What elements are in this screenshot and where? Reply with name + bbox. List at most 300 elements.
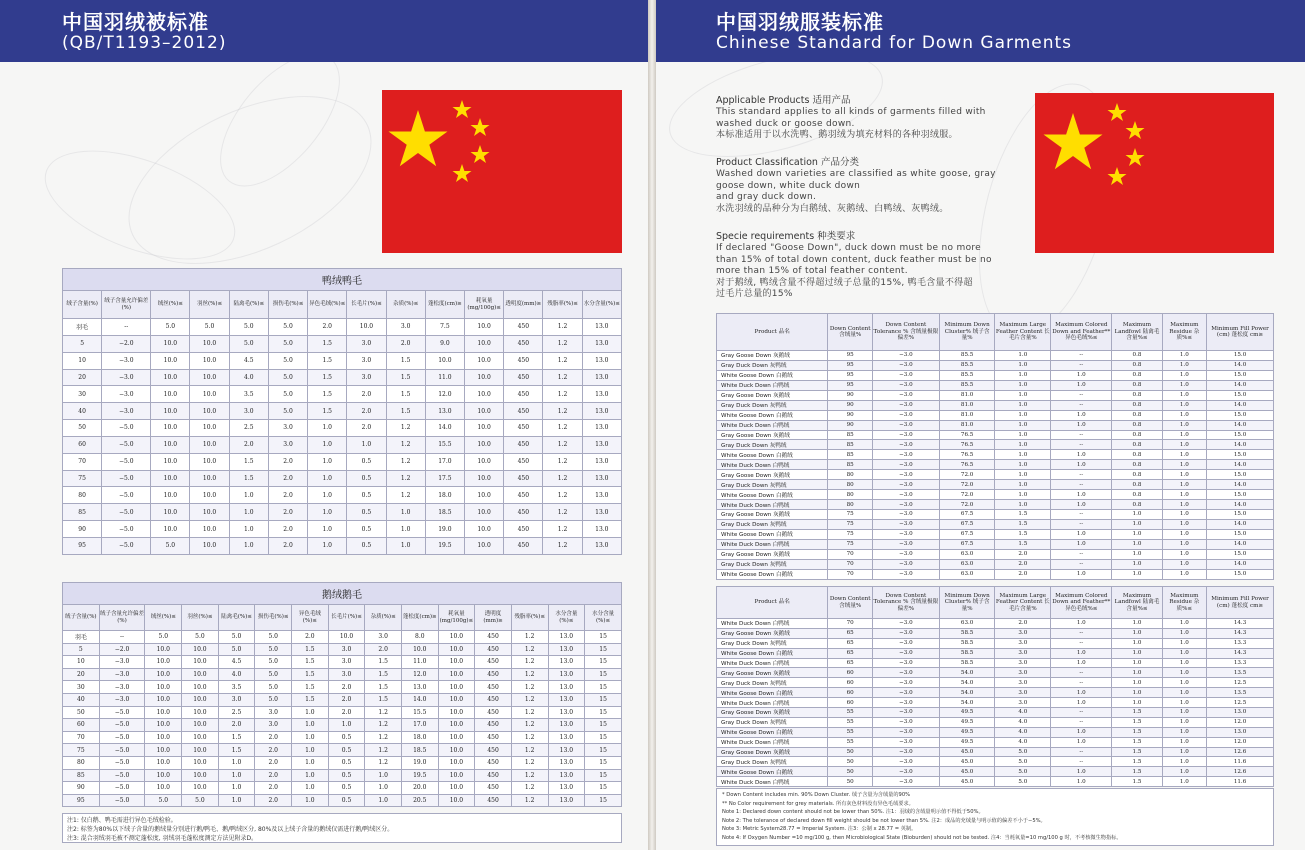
table-cell: 14.0: [1207, 500, 1274, 510]
table-cell: 60: [828, 698, 873, 708]
table-cell: 1.0: [328, 719, 365, 732]
table-cell: 2.0: [255, 756, 292, 769]
table-cell: −5.0: [102, 470, 151, 487]
table-cell: 90: [828, 390, 873, 400]
table-cell: 3.5: [218, 681, 255, 694]
table-cell: 15: [585, 731, 622, 744]
table-cell: 10.0: [190, 537, 229, 554]
table-cell: 45.0: [939, 777, 995, 787]
table-cell: 1.5: [386, 352, 425, 369]
table-cell: 15: [585, 706, 622, 719]
table-cell: 2.0: [308, 319, 347, 336]
table-cell: 1.2: [543, 352, 582, 369]
column-header: 损伤毛(%)≤: [268, 291, 307, 319]
table-cell: 1.0: [1162, 470, 1207, 480]
table-cell: 1.0: [1051, 460, 1112, 470]
table-cell: 10.0: [190, 335, 229, 352]
table-cell: 13.0: [582, 319, 621, 336]
table-cell: 450: [504, 453, 543, 470]
table-cell: −3.0: [872, 559, 939, 569]
table-cell: 67.5: [939, 539, 995, 549]
table-cell: −5.0: [102, 504, 151, 521]
table-cell: 1.0: [292, 794, 329, 807]
table-cell: 10.0: [182, 681, 219, 694]
product-name-cell: White Duck Down 白鸭绒: [717, 420, 828, 430]
table-cell: 1.0: [218, 756, 255, 769]
table-cell: 20: [63, 668, 100, 681]
product-name-cell: White Goose Down 白鹅绒: [717, 370, 828, 380]
table-cell: −3.0: [872, 390, 939, 400]
table-cell: −3.0: [872, 678, 939, 688]
table-cell: 450: [475, 731, 512, 744]
table-cell: 13.0: [548, 706, 585, 719]
table-cell: 50: [63, 420, 102, 437]
table-cell: 63.0: [939, 559, 995, 569]
table-cell: 1.0: [1162, 380, 1207, 390]
table-cell: 75: [63, 744, 100, 757]
table-cell: 80: [828, 480, 873, 490]
table-cell: 2.0: [255, 744, 292, 757]
table-cell: 12.0: [1207, 717, 1274, 727]
table-cell: −3.0: [872, 370, 939, 380]
table-cell: 1.0: [229, 504, 268, 521]
table-cell: 15: [585, 782, 622, 795]
garment-notes: [716, 788, 1274, 846]
column-header: Down Content 含绒量%: [828, 587, 873, 619]
table-cell: 1.0: [1051, 767, 1112, 777]
product-name-cell: White Duck Down 白鸭绒: [717, 500, 828, 510]
table-cell: 1.0: [386, 521, 425, 538]
table-row: [717, 460, 1274, 470]
table-cell: 5.0: [145, 794, 182, 807]
table-cell: --: [1051, 510, 1112, 520]
table-cell: 10.0: [190, 352, 229, 369]
title-banner: [0, 0, 648, 62]
table-cell: 65: [828, 658, 873, 668]
table-cell: 1.5: [1112, 727, 1162, 737]
table-cell: 14.0: [401, 693, 438, 706]
table-cell: 10.0: [465, 470, 504, 487]
table-cell: 1.5: [1112, 777, 1162, 787]
product-name-cell: Gray Goose Down 灰鹅绒: [717, 628, 828, 638]
table-cell: 1.0: [308, 436, 347, 453]
table-cell: 13.0: [548, 719, 585, 732]
column-header: 耗氧量(mg/100g)≤: [438, 605, 475, 631]
table-cell: 0.5: [328, 756, 365, 769]
table-cell: 10.0: [190, 521, 229, 538]
table-cell: 3.5: [229, 386, 268, 403]
table-row: [717, 450, 1274, 460]
table-cell: 3.0: [229, 403, 268, 420]
table-cell: 5.0: [229, 335, 268, 352]
table-cell: 0.8: [1112, 390, 1162, 400]
table-cell: 10.0: [190, 420, 229, 437]
table-cell: 1.0: [1051, 619, 1112, 629]
table-caption: 鸭绒鸭毛: [63, 269, 622, 291]
table-cell: 12.0: [1207, 737, 1274, 747]
product-name-cell: White Goose Down 白鹅绒: [717, 688, 828, 698]
table-cell: −3.0: [872, 747, 939, 757]
table-cell: 450: [475, 794, 512, 807]
product-name-cell: White Goose Down 白鹅绒: [717, 767, 828, 777]
table-cell: 95: [828, 360, 873, 370]
table-cell: 3.0: [347, 352, 386, 369]
column-header: 蓬松度(cm)≥: [425, 291, 464, 319]
table-cell: 30: [63, 681, 100, 694]
note-line: Note 1: Declared down content should not be lower than 50%. 注1：羽绒的含绒量明示值不得低于50%。: [722, 809, 984, 816]
column-header: Minimum Down Cluster% 绒子含量%: [939, 314, 995, 351]
table-cell: 15: [585, 681, 622, 694]
table-cell: 10.0: [151, 487, 190, 504]
table-cell: 10.0: [438, 756, 475, 769]
column-header: 长毛片(%)≤: [347, 291, 386, 319]
table-cell: −3.0: [872, 480, 939, 490]
table-cell: 1.0: [1112, 648, 1162, 658]
table-cell: 81.0: [939, 420, 995, 430]
table-cell: 2.0: [347, 386, 386, 403]
table-cell: 3.0: [218, 693, 255, 706]
table-cell: 1.0: [1162, 737, 1207, 747]
table-cell: 10.0: [190, 436, 229, 453]
table-row: [717, 490, 1274, 500]
table-cell: 14.0: [1207, 539, 1274, 549]
table-cell: 0.5: [347, 537, 386, 554]
table-cell: 1.0: [386, 504, 425, 521]
table-row: [63, 521, 622, 538]
table-cell: 5.0: [268, 335, 307, 352]
table-cell: 10.0: [182, 782, 219, 795]
table-cell: −3.0: [872, 450, 939, 460]
table-cell: 2.0: [328, 706, 365, 719]
product-name-cell: White Duck Down 白鸭绒: [717, 777, 828, 787]
page-title: 中国羽绒被标准: [62, 10, 209, 34]
table-cell: 10.0: [465, 487, 504, 504]
table-cell: 80: [828, 470, 873, 480]
table-cell: 10.0: [328, 631, 365, 644]
table-cell: 10.0: [151, 335, 190, 352]
table-cell: 10.0: [438, 668, 475, 681]
column-header: 绒丝(%)≤: [145, 605, 182, 631]
table-cell: 1.2: [511, 668, 548, 681]
table-cell: 0.8: [1112, 460, 1162, 470]
table-cell: 1.0: [995, 410, 1051, 420]
table-cell: 1.0: [1051, 569, 1112, 579]
table-cell: −3.0: [99, 656, 145, 669]
table-cell: 54.0: [939, 688, 995, 698]
table-cell: 14.0: [1207, 519, 1274, 529]
table-cell: --: [1051, 470, 1112, 480]
table-cell: 13.0: [548, 731, 585, 744]
table-cell: −5.0: [99, 769, 145, 782]
section-line: more than 15% of total feather content.: [716, 266, 908, 276]
table-cell: 1.2: [386, 487, 425, 504]
table-cell: 5.0: [145, 631, 182, 644]
table-cell: 10.0: [465, 521, 504, 538]
section-line: than 15% of total down content, duck feather must be no: [716, 254, 992, 265]
table-cell: 95: [63, 794, 100, 807]
table-cell: 1.0: [292, 719, 329, 732]
table-cell: −3.0: [872, 430, 939, 440]
note-line: 注1: 仅白鹅、鸭毛需进行异色毛绒检验。: [67, 817, 177, 824]
table-cell: −5.0: [99, 731, 145, 744]
table-cell: 65: [828, 638, 873, 648]
table-cell: 1.5: [292, 693, 329, 706]
table-cell: 1.0: [308, 521, 347, 538]
table-cell: 1.0: [1112, 619, 1162, 629]
table-cell: 1.0: [292, 706, 329, 719]
table-cell: 0.5: [347, 521, 386, 538]
table-cell: 1.0: [995, 490, 1051, 500]
table-cell: 450: [475, 693, 512, 706]
table-cell: −3.0: [102, 369, 151, 386]
table-cell: 1.0: [1162, 628, 1207, 638]
table-cell: 10.0: [465, 369, 504, 386]
table-cell: 10.0: [438, 769, 475, 782]
table-cell: −3.0: [102, 386, 151, 403]
table-cell: 5.0: [190, 319, 229, 336]
table-cell: 9.0: [425, 335, 464, 352]
table-cell: 1.5: [308, 386, 347, 403]
table-cell: −3.0: [872, 668, 939, 678]
table-cell: 450: [475, 769, 512, 782]
section-line: 本标准适用于以水洗鸭、鹅羽绒为填充材料的各种羽绒服。: [716, 130, 958, 140]
table-cell: 75: [828, 539, 873, 549]
table-cell: 3.0: [255, 706, 292, 719]
table-cell: --: [1051, 519, 1112, 529]
table-cell: −3.0: [872, 777, 939, 787]
table-cell: 3.0: [365, 631, 402, 644]
table-cell: 5.0: [255, 656, 292, 669]
table-row: [63, 731, 622, 744]
table-row: [63, 769, 622, 782]
table-cell: 10.0: [347, 319, 386, 336]
product-name-cell: White Duck Down 白鸭绒: [717, 460, 828, 470]
table-cell: 49.5: [939, 708, 995, 718]
table-cell: 1.2: [543, 369, 582, 386]
column-header: 残脂率(%)≤: [511, 605, 548, 631]
table-cell: 15.0: [1207, 410, 1274, 420]
table-cell: −5.0: [99, 744, 145, 757]
table-cell: 67.5: [939, 519, 995, 529]
table-cell: 11.6: [1207, 757, 1274, 767]
table-cell: 0.8: [1112, 420, 1162, 430]
table-cell: 60: [828, 668, 873, 678]
table-cell: −3.0: [872, 380, 939, 390]
table-cell: 13.0: [582, 453, 621, 470]
table-cell: 5.0: [151, 319, 190, 336]
table-row: [717, 569, 1274, 579]
table-row: [717, 638, 1274, 648]
table-cell: 1.2: [543, 319, 582, 336]
table-row: [63, 453, 622, 470]
table-cell: 1.0: [1112, 628, 1162, 638]
table-cell: 10.0: [438, 719, 475, 732]
table-cell: 13.0: [582, 420, 621, 437]
table-cell: −2.0: [102, 335, 151, 352]
table-cell: 450: [475, 706, 512, 719]
table-cell: 15.0: [1207, 510, 1274, 520]
table-cell: 1.0: [308, 537, 347, 554]
table-cell: 1.5: [365, 656, 402, 669]
product-name-cell: Gray Goose Down 灰鹅绒: [717, 390, 828, 400]
table-cell: 1.0: [1112, 549, 1162, 559]
table-row: [63, 487, 622, 504]
table-cell: 1.0: [1051, 370, 1112, 380]
table-cell: 1.0: [1051, 539, 1112, 549]
table-cell: 1.2: [511, 631, 548, 644]
table-cell: 1.0: [995, 390, 1051, 400]
table-cell: 1.2: [511, 706, 548, 719]
table-cell: 1.0: [1162, 767, 1207, 777]
table-cell: −3.0: [872, 688, 939, 698]
table-cell: −3.0: [872, 658, 939, 668]
table-cell: 10.0: [145, 668, 182, 681]
table-cell: 10.0: [190, 386, 229, 403]
product-name-cell: Gray Goose Down 灰鹅绒: [717, 668, 828, 678]
table-cell: 14.3: [1207, 619, 1274, 629]
table-row: [63, 403, 622, 420]
product-name-cell: White Duck Down 白鸭绒: [717, 619, 828, 629]
table-cell: 1.0: [308, 504, 347, 521]
table-cell: 1.0: [1162, 619, 1207, 629]
column-header: Down Content Tolerance % 含绒量极限偏差%: [872, 314, 939, 351]
table-cell: 65: [828, 628, 873, 638]
table-cell: 1.0: [1112, 678, 1162, 688]
table-cell: 1.0: [292, 756, 329, 769]
table-cell: 1.5: [386, 403, 425, 420]
table-cell: 1.0: [1162, 688, 1207, 698]
table-row: [717, 360, 1274, 370]
product-name-cell: Gray Goose Down 灰鹅绒: [717, 470, 828, 480]
table-cell: 1.0: [1162, 440, 1207, 450]
table-cell: 11.6: [1207, 777, 1274, 787]
table-cell: 4.0: [995, 717, 1051, 727]
table-cell: −3.0: [872, 519, 939, 529]
table-cell: 5.0: [229, 319, 268, 336]
table-cell: 14.0: [1207, 420, 1274, 430]
table-cell: 3.0: [995, 658, 1051, 668]
table-cell: −3.0: [872, 638, 939, 648]
table-row: [717, 559, 1274, 569]
table-cell: 63.0: [939, 549, 995, 559]
table-cell: 5.0: [218, 631, 255, 644]
table-cell: 10.0: [465, 386, 504, 403]
table-cell: 450: [475, 668, 512, 681]
table-cell: 15: [585, 693, 622, 706]
table-cell: --: [1051, 708, 1112, 718]
table-cell: 10.0: [438, 731, 475, 744]
table-cell: 15.0: [1207, 430, 1274, 440]
table-cell: 4.0: [229, 369, 268, 386]
table-cell: 1.2: [365, 706, 402, 719]
table-cell: 1.2: [543, 470, 582, 487]
product-name-cell: White Goose Down 白鹅绒: [717, 648, 828, 658]
table-row: [717, 529, 1274, 539]
table-cell: 10: [63, 656, 100, 669]
product-name-cell: White Duck Down 白鸭绒: [717, 737, 828, 747]
product-name-cell: Gray Duck Down 灰鸭绒: [717, 400, 828, 410]
table-cell: 1.5: [1112, 737, 1162, 747]
table-cell: 2.0: [995, 559, 1051, 569]
table-cell: 10.0: [401, 643, 438, 656]
table-cell: --: [1051, 400, 1112, 410]
table-cell: 5.0: [182, 631, 219, 644]
column-header: 水分含量(%)≤: [582, 291, 621, 319]
table-cell: 10.0: [438, 643, 475, 656]
table-cell: 1.5: [995, 539, 1051, 549]
table-cell: 1.0: [1051, 490, 1112, 500]
table-cell: 14.0: [1207, 380, 1274, 390]
table-cell: 3.0: [995, 688, 1051, 698]
goose-down-table: [62, 582, 622, 807]
table-cell: 3.0: [995, 638, 1051, 648]
table-cell: 70: [828, 619, 873, 629]
column-header: 水分含量(%)≤: [585, 605, 622, 631]
table-cell: 5.0: [182, 794, 219, 807]
table-cell: 1.5: [308, 369, 347, 386]
table-cell: 1.2: [386, 470, 425, 487]
table-cell: 0.8: [1112, 500, 1162, 510]
table-cell: −3.0: [872, 400, 939, 410]
table-cell: 2.0: [218, 719, 255, 732]
table-cell: 13.5: [1207, 688, 1274, 698]
table-cell: 10.0: [151, 470, 190, 487]
table-cell: 1.5: [1112, 747, 1162, 757]
table-cell: 10.0: [182, 643, 219, 656]
table-row: [717, 420, 1274, 430]
table-cell: 1.0: [995, 470, 1051, 480]
table-cell: 1.0: [229, 537, 268, 554]
table-cell: −3.0: [872, 717, 939, 727]
page-subtitle: Chinese Standard for Down Garments: [716, 33, 1073, 53]
table-cell: 3.0: [995, 668, 1051, 678]
table-cell: 13.0: [582, 504, 621, 521]
table-cell: 3.0: [995, 698, 1051, 708]
table-cell: 10.0: [190, 504, 229, 521]
table-cell: 90: [828, 400, 873, 410]
product-name-cell: Gray Goose Down 灰鹅绒: [717, 549, 828, 559]
table-cell: −3.0: [102, 352, 151, 369]
table-cell: 85: [828, 450, 873, 460]
table-cell: 1.2: [543, 521, 582, 538]
table-cell: 49.5: [939, 737, 995, 747]
table-cell: 10.0: [182, 769, 219, 782]
table-cell: −2.0: [99, 643, 145, 656]
table-cell: 14.0: [1207, 360, 1274, 370]
table-cell: 1.0: [995, 351, 1051, 361]
table-cell: 5.0: [218, 643, 255, 656]
table-cell: 54.0: [939, 698, 995, 708]
table-cell: 95: [828, 351, 873, 361]
table-cell: 1.0: [1051, 698, 1112, 708]
table-cell: −3.0: [872, 727, 939, 737]
table-row: [717, 519, 1274, 529]
table-row: [63, 470, 622, 487]
table-cell: 1.0: [308, 453, 347, 470]
table-row: [717, 658, 1274, 668]
table-cell: 1.2: [511, 782, 548, 795]
table-cell: −3.0: [872, 708, 939, 718]
table-row: [63, 436, 622, 453]
table-cell: 450: [475, 631, 512, 644]
table-cell: 1.0: [1162, 678, 1207, 688]
table-cell: 羽毛: [63, 319, 102, 336]
column-header: Maximum Residue 杂质%≤: [1162, 587, 1207, 619]
product-name-cell: White Goose Down 白鹅绒: [717, 450, 828, 460]
table-cell: −3.0: [872, 529, 939, 539]
table-cell: 2.0: [995, 619, 1051, 629]
table-cell: 15.0: [1207, 529, 1274, 539]
